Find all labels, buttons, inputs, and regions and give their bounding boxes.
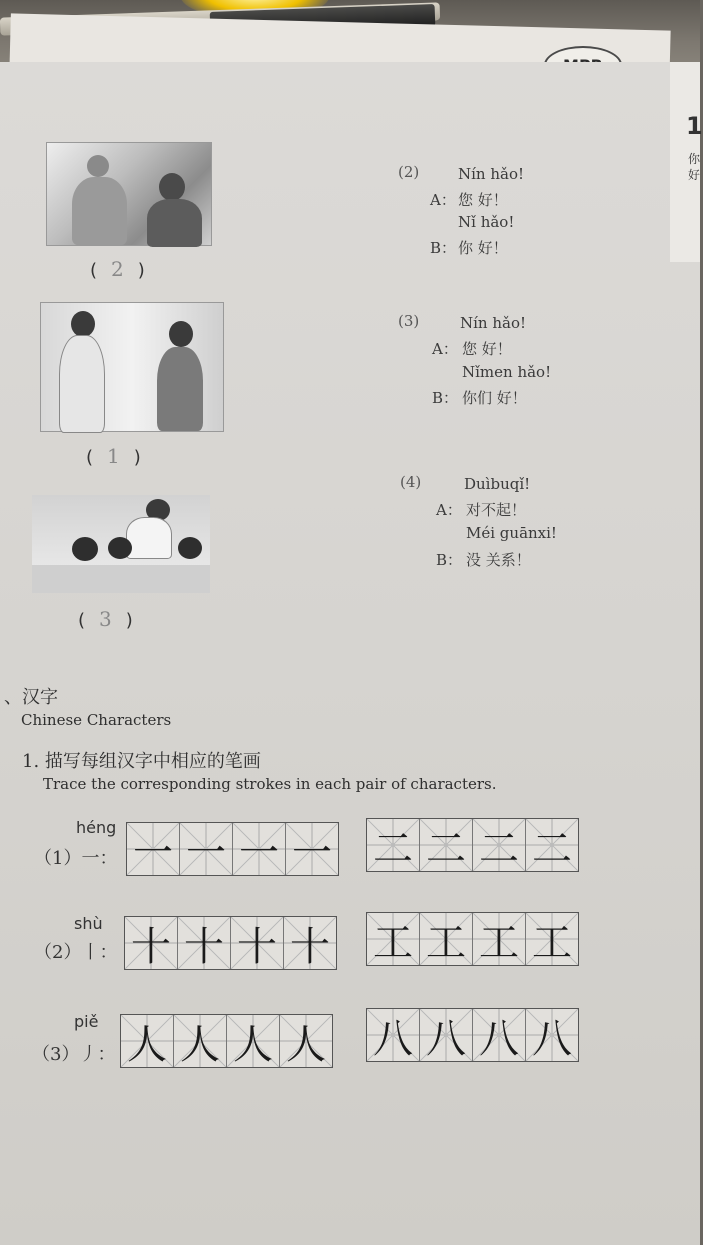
dialog-number: (3)	[398, 312, 420, 330]
stroke-pinyin: héng	[76, 818, 117, 837]
tracing-cell[interactable]: 八	[367, 1009, 420, 1061]
section-title-en: Chinese Characters	[21, 711, 172, 729]
dialog-title-pinyin: Duìbuqǐ!	[464, 475, 531, 493]
answer-blank-1[interactable]: ( 2 )	[90, 257, 145, 281]
tracing-grid-right[interactable]	[366, 1008, 579, 1062]
answer-blank-2[interactable]: ( 1 )	[86, 444, 141, 468]
next-page-char: 好	[688, 168, 701, 182]
tracing-cell[interactable]: 人	[280, 1015, 332, 1067]
section-title-cn: 、汉字	[4, 687, 58, 708]
tracing-cell[interactable]: 工	[420, 913, 473, 965]
tracing-cell[interactable]: 一	[233, 823, 286, 875]
dialog-number: (2)	[398, 163, 420, 181]
speaker-a-label: A：	[430, 191, 456, 209]
next-page-char: 你	[688, 152, 701, 166]
tracing-cell[interactable]: 工	[473, 913, 526, 965]
speaker-b-text: 没 关系！	[466, 551, 531, 569]
dialog-number: (4)	[400, 473, 422, 491]
question-1-en: Trace the corresponding strokes in each pair of characters.	[43, 775, 497, 793]
next-page-edge	[670, 62, 703, 262]
next-page-number: 1	[686, 112, 703, 140]
reply-pinyin: Nǐmen hǎo!	[462, 363, 552, 381]
speaker-a-text: 您 好！	[462, 340, 512, 358]
speaker-a-text: 您 好！	[458, 191, 508, 209]
stroke-label: （2）丨：	[34, 942, 118, 963]
question-1-cn: 1. 描写每组汉字中相应的笔画	[22, 751, 261, 772]
tracing-cell[interactable]: 八	[473, 1009, 526, 1061]
speaker-b-text: 你 好！	[458, 239, 508, 257]
tracing-cell[interactable]: 二	[473, 819, 526, 871]
tracing-cell[interactable]: 工	[367, 913, 420, 965]
reply-pinyin: Méi guānxi!	[466, 524, 557, 542]
tracing-grid-right[interactable]	[366, 818, 579, 872]
tracing-cell[interactable]: 一	[286, 823, 338, 875]
tracing-cell[interactable]: 十	[231, 917, 284, 969]
speaker-b-label: B：	[430, 239, 457, 257]
tracing-cell[interactable]: 人	[227, 1015, 280, 1067]
reply-pinyin: Nǐ hǎo!	[458, 213, 515, 231]
photo-teacher-children	[32, 495, 210, 593]
speaker-a-label: A：	[436, 501, 462, 519]
dialog-title-pinyin: Nín hǎo!	[460, 314, 527, 332]
speaker-a-label: A：	[432, 340, 458, 358]
tracing-cell[interactable]: 二	[526, 819, 578, 871]
tracing-cell[interactable]: 工	[526, 913, 578, 965]
speaker-a-text: 对不起！	[466, 501, 527, 519]
stroke-pinyin: piě	[74, 1012, 99, 1031]
stroke-label: （3）丿：	[32, 1044, 116, 1065]
tracing-cell[interactable]: 八	[526, 1009, 578, 1061]
tracing-grid-right[interactable]	[366, 912, 579, 966]
dialog-title-pinyin: Nín hǎo!	[458, 165, 525, 183]
tracing-cell[interactable]: 一	[127, 823, 180, 875]
stroke-label: （1）一：	[34, 848, 118, 869]
speaker-b-text: 你们 好！	[462, 389, 527, 407]
photo-handshake	[40, 302, 224, 432]
tracing-cell[interactable]: 十	[125, 917, 178, 969]
tracing-cell[interactable]: 十	[178, 917, 231, 969]
tracing-cell[interactable]: 二	[420, 819, 473, 871]
stroke-pinyin: shù	[74, 914, 103, 933]
tracing-cell[interactable]: 人	[121, 1015, 174, 1067]
tracing-grid-left[interactable]	[126, 822, 339, 876]
tracing-cell[interactable]: 八	[420, 1009, 473, 1061]
tracing-cell[interactable]: 人	[174, 1015, 227, 1067]
photo-elderly-greeting	[46, 142, 212, 246]
tracing-cell[interactable]: 十	[284, 917, 336, 969]
tracing-grid-left[interactable]	[120, 1014, 333, 1068]
tracing-cell[interactable]: 一	[180, 823, 233, 875]
answer-blank-3[interactable]: ( 3 )	[78, 607, 133, 631]
tracing-cell[interactable]: 二	[367, 819, 420, 871]
tracing-grid-left[interactable]	[124, 916, 337, 970]
speaker-b-label: B：	[432, 389, 459, 407]
speaker-b-label: B：	[436, 551, 463, 569]
